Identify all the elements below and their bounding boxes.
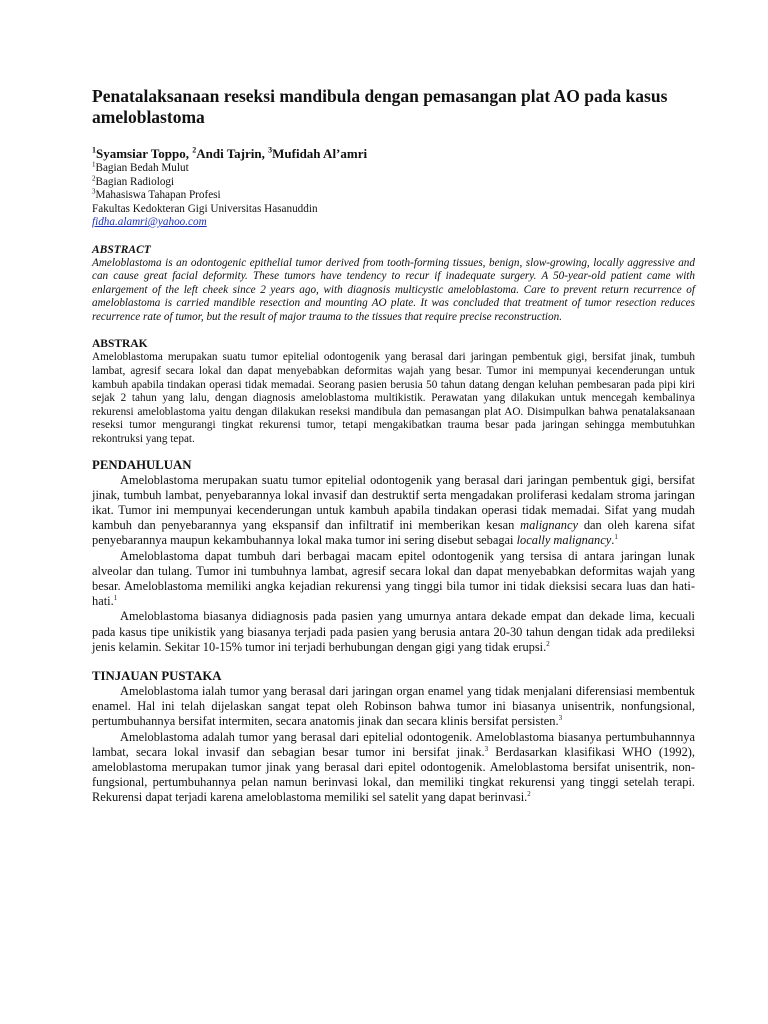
affiliation-text: Bagian Bedah Mulut — [95, 162, 189, 174]
citation-ref: 2 — [546, 639, 550, 648]
paper-title: Penatalaksanaan reseksi mandibula dengan pemasangan plat AO pada kasus ameloblastoma — [92, 86, 668, 127]
paragraph — [92, 549, 695, 610]
paragraph — [92, 730, 695, 806]
paragraph-text: Ameloblastoma ialah tumor yang berasal dari jaringan organ enamel yang tidak menjalani diferensiasi membentuk enamel. Hal ini telah dijelaskan sangat tepat oleh Robinson bahwa tumor ini biasanya unisentrik, nonfungsional, pertumbuhannya bersifat intermiten, secara anatomis jinak dan secara klinis bersifat persisten. — [92, 684, 695, 729]
affiliation-sup: 3 — [92, 187, 96, 196]
author-name: Andi Tajrin, — [196, 146, 269, 161]
paragraph — [92, 473, 695, 549]
citation-ref: 3 — [558, 714, 563, 723]
abstrak-heading: ABSTRAK — [92, 338, 148, 351]
paragraph-text: Ameloblastoma dapat tumbuh dari berbagai macam epitel odontogenik yang tersisa di antara jaringan lunak alveolar dan tulang. Tumor ini tumbuhnya lambat, agresif secara lokal dan dapat menyebabkan deformitas wajah yang besar. Ameloblastoma memiliki angka kejadian rekurensi yang tinggi bila tumor ini tidak dieksisi secara luas dan hati-hati. — [92, 548, 695, 609]
italic-term: malignancy — [520, 518, 578, 533]
affiliation — [92, 173, 695, 190]
italic-term: locally malignancy — [516, 533, 612, 548]
affiliation — [92, 189, 695, 203]
paragraph-text: Ameloblastoma biasanya didiagnosis pada pasien yang umurnya antara dekade empat dan dekade lima, kecuali pada kasus tipe unikistik yang biasanya terjadi pada pasien yang berusia antara 20-30 tahun dengan tidak ada predileksi jenis kelamin. Sekitar 10-15% tumor ini terjadi berhubungan dengan gigi yang tidak erupsi. — [92, 609, 695, 654]
affiliation — [92, 162, 695, 176]
affiliation-text: Mahasiswa Tahapan Profesi — [95, 189, 221, 201]
paragraph-text: Ameloblastoma adalah tumor yang berasal dari epitelial odontogenik. Ameloblastoma biasanya pertumbuhannnya lambat, secara lokal invasif dan sebagian besar tumor ini bersifat jinak. — [92, 729, 695, 759]
email-link[interactable]: fidha.alamri@yahoo.com — [92, 216, 207, 228]
abstrak-text: Ameloblastoma merupakan suatu tumor epitelial odontogenik yang berasal dari jaringan pembentuk gigi, bersifat jinak, tumbuh lambat, agresif secara lokal dan dapat menyebabkan deformitas wajah yang besar. Tumor ini mempunyai kecenderungan untuk kambuh apabila tindakan operasi tidak memadai. Seorang pasien berusia 50 tahun datang dengan keluhan pembesaran pada pipi kiri sejak 2 tahun yang lalu, dengan diagnosis ameloblastoma multikistik. Perawatan yang dilakukan untuk mencegah kembalinya rekurensi ameloblastoma yaitu dengan dilakukan reseksi mandibula dan pemasangan plat AO. Disimpulkan bahwa penatalaksanaan reseksi tumor mengurangi tingkat rekurensi tumor, tetapi mengakibatkan trauma besar pada jaringan sehingga membutuhkan rekontruksi yang tepat. — [92, 351, 695, 446]
paragraph-text: Berdasarkan klasifikasi WHO (1992), ameloblastoma merupakan tumor jinak yang berasal dari epitel odontogenik. Ameloblastoma bersifat unisentrik, non-fungsional, pertumbuhannya pelan namun berinvasi lokal, dan memiliki tingkat rekurensi yang tinggi setelah terapi. Rekurensi dapat terjadi karena ameloblastoma memiliki sel satelit yang dapat berinvasi. — [92, 744, 695, 805]
citation-ref: 1 — [614, 533, 618, 542]
author-name: Mufidah Al’amri — [272, 146, 368, 161]
citation-ref: 1 — [113, 594, 118, 603]
author-sup: 2 — [192, 145, 197, 155]
paragraph-text: dan oleh karena sifat penyebarannya maupun kekambuhannya lokal maka tumor ini sering disebut sebagai — [92, 518, 695, 548]
faculty: Fakultas Kedokteran Gigi Universitas Hasanuddin — [92, 202, 318, 215]
affiliation-text: Bagian Radiologi — [95, 175, 175, 188]
abstract-text: Ameloblastoma is an odontogenic epithelial tumor derived from tooth-forming tissues, benign, slow-growing, locally aggressive and can cause great facial deformity. These tumors have tendency to recur if inadequate surgery. A 50-year-old patient came with enlargement of the left cheek since 2 years ago, with diagnosis multicystic ameloblastoma. Care to prevent return recurrence of ameloblastoma is carried mandible resection and mounting AO plate. It was concluded that treatment of tumor resection reduces recurrence rate of tumor, but the result of major trauma to the tissues that require precise reconstruction. — [92, 256, 695, 323]
author-sup: 3 — [268, 145, 273, 155]
citation-ref: 2 — [527, 790, 531, 799]
abstract-heading: ABSTRACT — [92, 243, 151, 256]
paper-content — [92, 86, 695, 806]
section-heading-tinjauan-pustaka: TINJAUAN PUSTAKA — [92, 669, 222, 684]
paragraph-text: . — [611, 533, 615, 548]
section-heading-pendahuluan: PENDAHULUAN — [92, 457, 192, 472]
affiliation-sup: 1 — [92, 160, 96, 169]
affiliation-sup: 2 — [92, 173, 96, 182]
paragraph-text: Ameloblastoma merupakan suatu tumor epitelial odontogenik yang berasal dari jaringan pembentuk gigi, bersifat jinak, tumbuh lambat, penyebarannya lokal invasif dan destruktif serta mengadakan proliferasi kedalam stroma jaringan ikat. Tumor ini mempunyai kecenderungan untuk kambuh apabila tindakan operasi tidak memadai. Sifat yang mudah kambuh dan penyebarannya yang ekspansif dan infiltratif ini memberikan kesan — [92, 472, 695, 533]
paragraph — [92, 684, 695, 730]
author-list — [92, 146, 695, 162]
author-sup: 1 — [92, 145, 96, 155]
citation-ref: 3 — [484, 744, 489, 753]
paragraph — [92, 609, 695, 655]
author-name: Syamsiar Toppo, — [96, 146, 193, 161]
